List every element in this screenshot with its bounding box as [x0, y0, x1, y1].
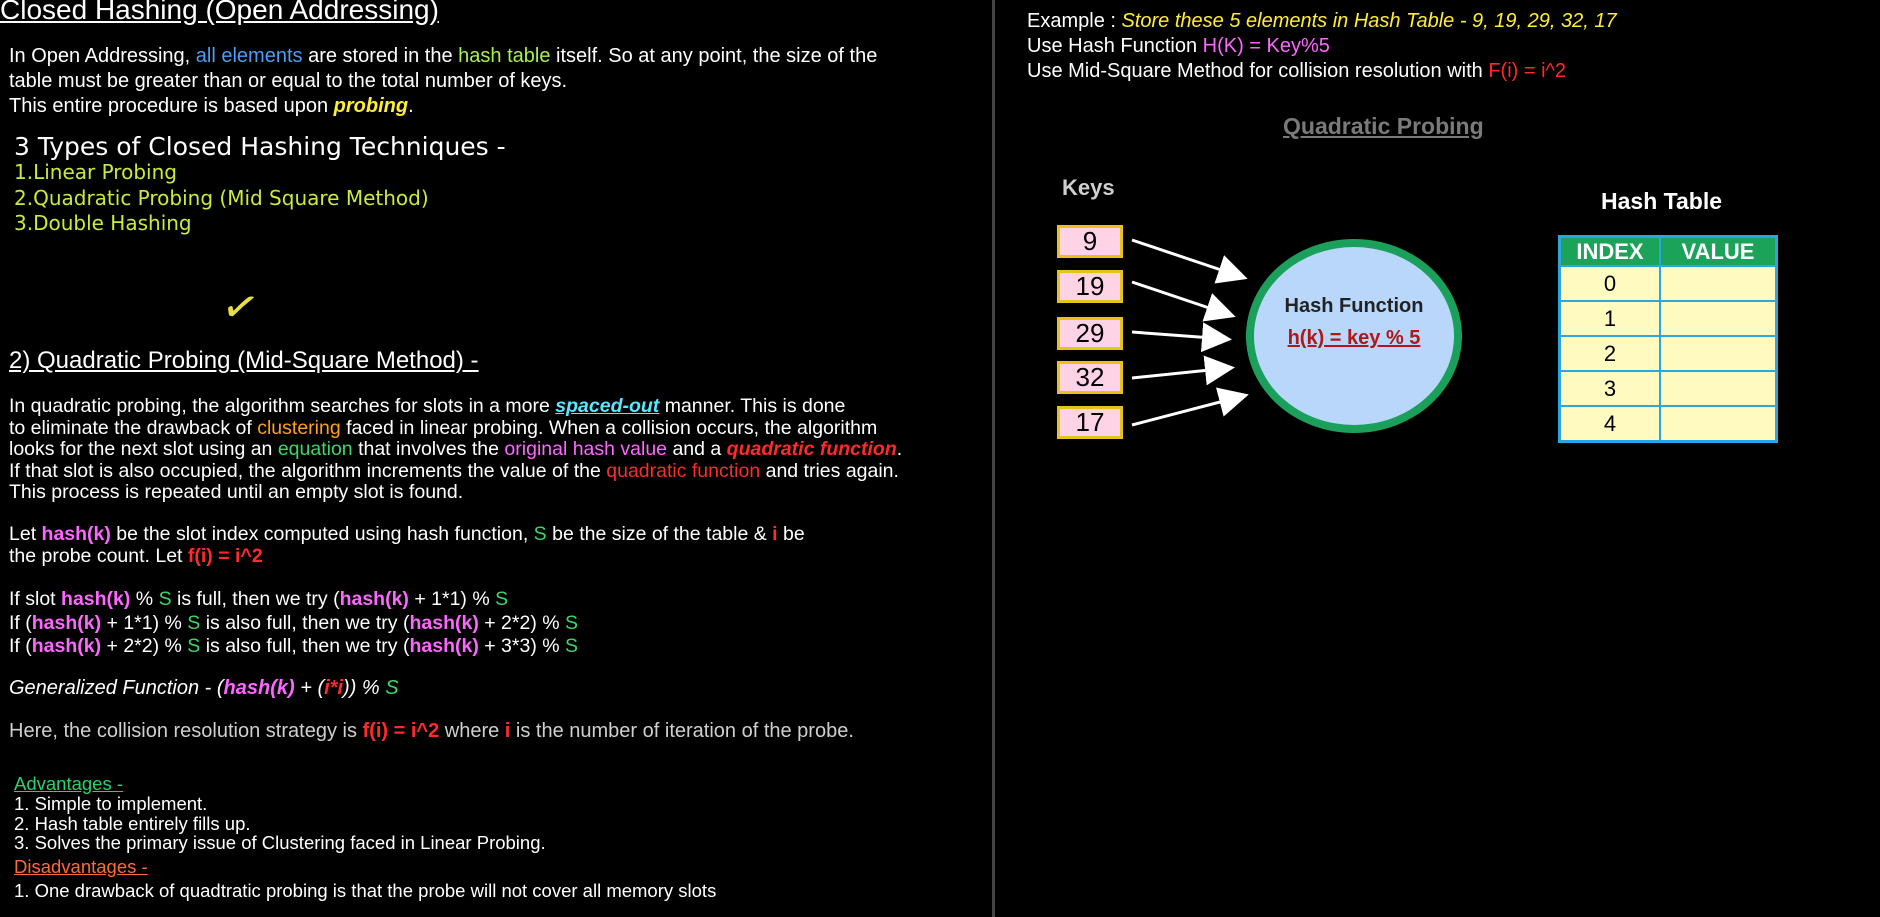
advantage-item: 1. Simple to implement.: [14, 793, 208, 814]
example-line-1: Example : Store these 5 elements in Hash Table - 9, 19, 29, 32, 17: [1027, 10, 1617, 32]
table-row: [1560, 406, 1777, 442]
disadvantage-item: 1. One drawback of quadtratic probing is that the probe will not cover all memory slots: [14, 880, 717, 901]
arrow-key-17: [1132, 396, 1243, 425]
description-paragraph: [9, 396, 902, 504]
table-row: [1560, 266, 1777, 301]
type-item-quadratic: 2.Quadratic Probing (Mid Square Method): [14, 185, 429, 210]
example-block: [1027, 9, 1617, 84]
value-cell: [1660, 371, 1777, 406]
arrow-key-32: [1132, 368, 1229, 378]
key-arrows: [1125, 225, 1255, 435]
arrow-key-19: [1132, 282, 1230, 315]
arrow-key-9: [1132, 240, 1242, 277]
index-cell: 1: [1560, 301, 1661, 336]
intro-line-1: In Open Addressing, all elements are stored in the hash table itself. So at any point, the size of the: [9, 45, 878, 67]
probe-line-3: If (hash(k) + 2*2) % S is also full, then we try (hash(k) + 3*3) % S: [9, 635, 579, 657]
checkmark-annotation: ✓: [217, 279, 264, 336]
advantage-item: 2. Hash table entirely fills up.: [14, 812, 251, 834]
diagram-title: Quadratic Probing: [1283, 113, 1484, 139]
desc-line-5: This process is repeated until an empty slot is found.: [9, 481, 464, 503]
hash-table-header: [1560, 237, 1777, 267]
probe-sequence: [9, 588, 578, 659]
table-row: [1560, 371, 1777, 406]
advantage-item: 3. Solves the primary issue of Clustering faced in Linear Probing.: [14, 832, 546, 853]
probe-line-2: If (hash(k) + 1*1) % S is also full, then we try (hash(k) + 2*2) % S: [9, 611, 579, 634]
types-list: [14, 160, 429, 237]
hash-function-label: Hash Function: [1284, 295, 1424, 317]
advantages-heading: Advantages -: [14, 773, 124, 794]
table-row: [1560, 336, 1777, 371]
index-cell: 0: [1560, 266, 1661, 301]
types-heading: 3 Types of Closed Hashing Techniques -: [14, 132, 506, 161]
arrow-key-29: [1132, 332, 1226, 339]
panel-divider: [992, 0, 995, 917]
probe-line-1: If slot hash(k) % S is full, then we try (hash(k) + 1*1) % S: [9, 588, 509, 610]
let-line-1: Let hash(k) be the slot index computed using hash function, S be the size of the table & i be: [9, 523, 805, 545]
value-cell: [1660, 406, 1777, 442]
generalized-function: Generalized Function - (hash(k) + (i*i)) % S: [9, 677, 399, 699]
intro-paragraph: [9, 44, 877, 119]
example-line-3: Use Mid-Square Method for collision resolution with F(i) = i^2: [1027, 60, 1567, 82]
definition-paragraph: [9, 524, 805, 567]
key-box: 32: [1057, 361, 1123, 394]
value-cell: [1660, 336, 1777, 371]
desc-line-4: If that slot is also occupied, the algorithm increments the value of the quadratic function and tries again.: [9, 459, 899, 482]
let-line-2: the probe count. Let f(i) = i^2: [9, 544, 263, 567]
keys-label: Keys: [1062, 175, 1115, 200]
type-item-double: 3.Double Hashing: [14, 211, 192, 235]
spaced-out-highlight: spaced-out: [555, 395, 660, 417]
index-cell: 4: [1560, 406, 1661, 442]
desc-line-1: In quadratic probing, the algorithm searches for slots in a more spaced-out manner. This is done: [9, 395, 846, 417]
desc-line-3: looks for the next slot using an equation that involves the original hash value and a quadratic function.: [9, 438, 903, 460]
advantages-list: [14, 794, 546, 853]
strategy-note: Here, the collision resolution strategy is f(i) = i^2 where i is the number of iteration of the probe.: [9, 720, 854, 742]
key-box: 17: [1057, 406, 1123, 439]
value-cell: [1660, 266, 1777, 301]
hash-table-title: Hash Table: [1601, 188, 1722, 214]
intro-line-2: table must be greater than or equal to the total number of keys.: [9, 70, 568, 92]
page-title: Closed Hashing (Open Addressing): [0, 0, 439, 25]
hash-function-formula: h(k) = key % 5: [1287, 327, 1421, 349]
key-box: 29: [1057, 317, 1123, 350]
table-row: [1560, 301, 1777, 336]
key-box: 9: [1057, 225, 1123, 258]
key-box: 19: [1057, 270, 1123, 303]
index-cell: 2: [1560, 336, 1661, 371]
index-header: INDEX: [1560, 237, 1661, 267]
desc-line-2: to eliminate the drawback of clustering faced in linear probing. When a collision occurs, the algorithm: [9, 416, 878, 439]
hash-table: [1558, 235, 1778, 443]
value-cell: [1660, 301, 1777, 336]
example-line-2: Use Hash Function H(K) = Key%5: [1027, 35, 1330, 57]
type-item-linear: 1.Linear Probing: [14, 160, 177, 184]
value-header: VALUE: [1660, 237, 1777, 267]
index-cell: 3: [1560, 371, 1661, 406]
section-title: 2) Quadratic Probing (Mid-Square Method) -: [9, 347, 479, 374]
disadvantages-heading: Disadvantages -: [14, 856, 148, 877]
intro-line-3: This entire procedure is based upon probing.: [9, 95, 414, 117]
